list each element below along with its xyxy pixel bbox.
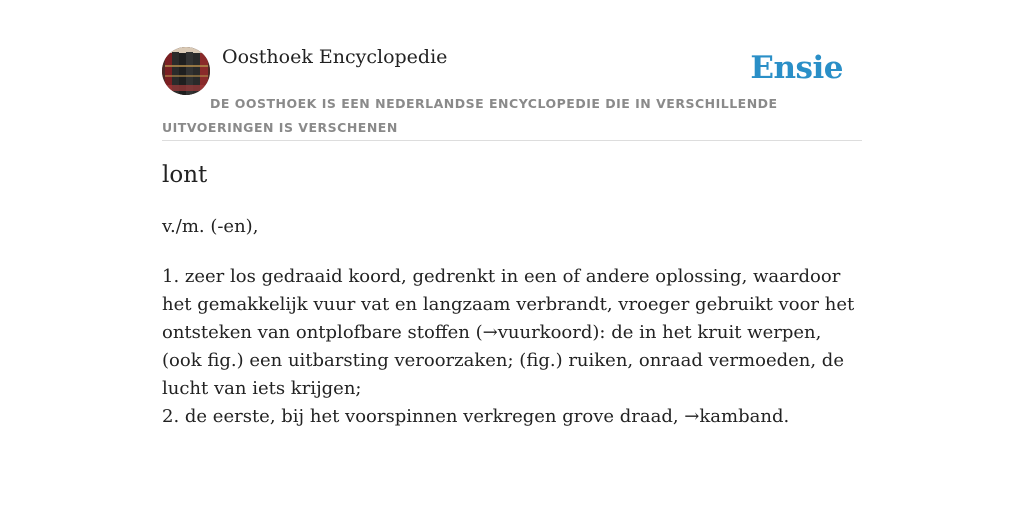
entry-definitions — [162, 263, 862, 431]
definition-item: 1. zeer los gedraaid koord, gedrenkt in een of andere oplossing, waardoor het gemakkelijk vuur vat en langzaam verbrandt, vroeger gebruikt voor het ontsteken van ontplofbare stoffen (→vuurkoord): de in het kruit werpen, (ook fig.) een uitbarsting veroorzaken; (fig.) ruiken, onraad vermoeden, de lucht van iets krijgen; — [162, 266, 855, 399]
entry-title: lont — [162, 162, 208, 188]
site-header — [162, 44, 862, 141]
brand-logo[interactable]: Ensie — [750, 50, 843, 86]
page — [162, 44, 862, 427]
definition-item: 2. de eerste, bij het voorspinnen verkregen grove draad, →kamband. — [162, 406, 790, 427]
site-subtitle: DE OOSTHOEK IS EEN NEDERLANDSE ENCYCLOPEDIE DIE IN VERSCHILLENDE UITVOERINGEN IS VERSCHENEN — [162, 96, 778, 135]
site-title[interactable]: Oosthoek Encyclopedie — [222, 46, 448, 68]
book-spines-icon[interactable] — [162, 47, 210, 95]
entry-grammar: v./m. (-en), — [162, 216, 259, 237]
